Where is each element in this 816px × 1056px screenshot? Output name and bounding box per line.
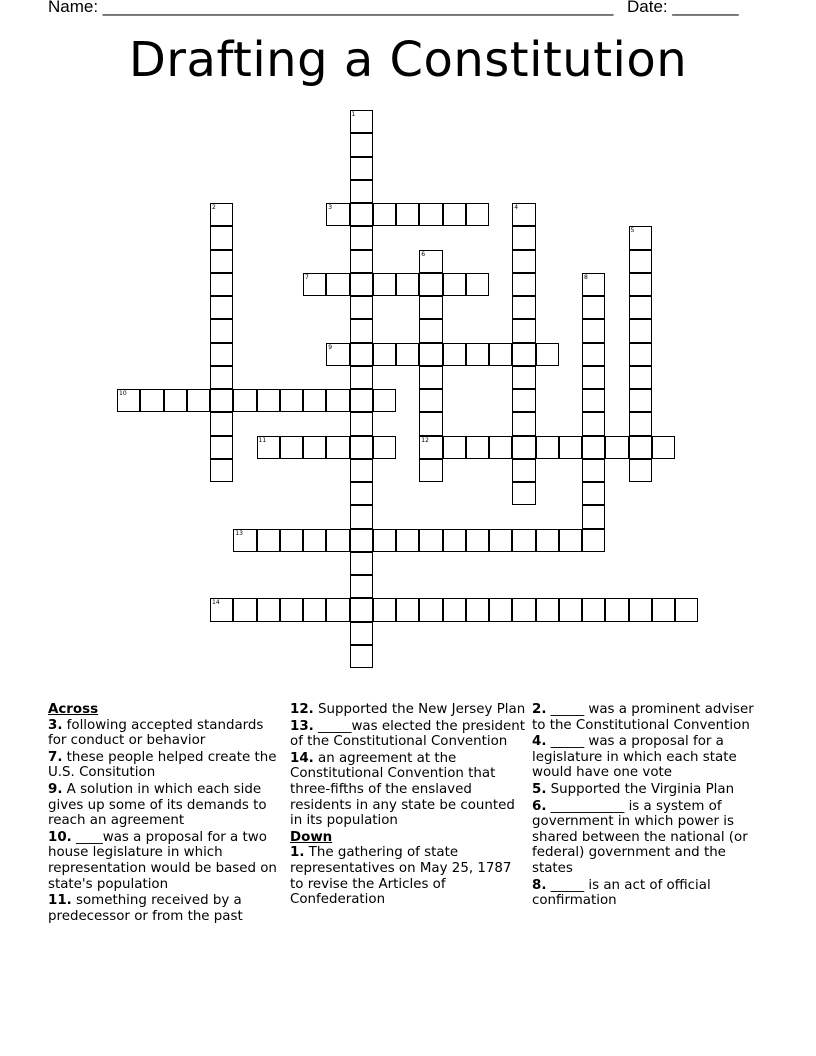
grid-cell[interactable] [512, 529, 535, 552]
clue-across-14: 14. an agreement at the Constitutional Convention that three-fifths of the enslaved residents in any state be counted in its population [290, 750, 515, 829]
grid-cell[interactable] [419, 273, 442, 296]
grid-cell[interactable] [350, 157, 373, 180]
grid-cell[interactable] [257, 436, 280, 459]
grid-cell[interactable] [419, 436, 442, 459]
grid-cell[interactable] [396, 203, 419, 226]
clue-number: 1 [351, 111, 356, 118]
clue-number: 7 [305, 273, 309, 281]
grid-cell[interactable] [326, 389, 349, 412]
grid-cell[interactable] [652, 598, 675, 621]
grid-cell[interactable] [419, 412, 442, 435]
grid-cell[interactable] [512, 203, 535, 226]
grid-cell[interactable] [233, 598, 256, 621]
grid-cell[interactable] [326, 273, 349, 296]
grid-cell[interactable] [326, 529, 349, 552]
grid-cell[interactable] [280, 389, 303, 412]
clue-number: 12 [421, 436, 429, 444]
grid-cell[interactable] [629, 226, 652, 249]
grid-cell[interactable] [303, 529, 326, 552]
grid-cell[interactable] [303, 273, 326, 296]
down-heading: Down [290, 829, 333, 845]
clue-number: 6 [421, 250, 426, 258]
clue-across-12: 12. Supported the New Jersey Plan [290, 702, 526, 717]
grid-cell[interactable] [582, 273, 605, 296]
grid-cell[interactable] [419, 366, 442, 389]
grid-cell[interactable] [280, 598, 303, 621]
grid-cell[interactable] [257, 389, 280, 412]
grid-cell[interactable] [489, 436, 512, 459]
grid-cell[interactable] [582, 459, 605, 482]
grid-cell[interactable] [559, 598, 582, 621]
grid-cell[interactable] [373, 529, 396, 552]
clue-number: 9 [328, 343, 333, 351]
grid-cell[interactable] [350, 273, 373, 296]
grid-cell[interactable] [536, 598, 559, 621]
clue-number: 10 [119, 390, 127, 397]
grid-cell[interactable] [350, 482, 373, 505]
grid-cell[interactable] [210, 436, 233, 459]
grid-cell[interactable] [443, 436, 466, 459]
date-field-label: Date: _______ [627, 0, 739, 16]
grid-cell[interactable] [210, 273, 233, 296]
grid-cell[interactable] [536, 343, 559, 366]
grid-cell[interactable] [210, 598, 233, 621]
grid-cell[interactable] [257, 529, 280, 552]
grid-cell[interactable] [350, 529, 373, 552]
grid-cell[interactable] [350, 389, 373, 412]
grid-cell[interactable] [373, 273, 396, 296]
grid-cell[interactable] [559, 436, 582, 459]
clue-number: 11 [258, 436, 267, 444]
grid-cell[interactable] [326, 203, 349, 226]
grid-cell[interactable] [443, 598, 466, 621]
grid-cell[interactable] [350, 366, 373, 389]
grid-cell[interactable] [373, 598, 396, 621]
grid-cell[interactable] [512, 296, 535, 319]
grid-cell[interactable] [466, 598, 489, 621]
clue-down-2: 2. _____ was a prominent adviser to the Constitutional Convention [532, 702, 754, 733]
grid-cell[interactable] [443, 203, 466, 226]
grid-cell[interactable] [443, 529, 466, 552]
grid-cell[interactable] [419, 343, 442, 366]
grid-cell[interactable] [419, 598, 442, 621]
grid-cell[interactable] [419, 250, 442, 273]
grid-cell[interactable] [582, 482, 605, 505]
grid-cell[interactable] [419, 459, 442, 482]
grid-cell[interactable] [280, 436, 303, 459]
grid-cell[interactable] [629, 459, 652, 482]
clue-across-3: 3. following accepted standards for conduct or behavior [48, 717, 264, 749]
grid-cell[interactable] [373, 343, 396, 366]
grid-cell[interactable] [443, 343, 466, 366]
clue-across-9: 9. A solution in which each side gives up some of its demands to reach an agreement [48, 781, 267, 829]
grid-cell[interactable] [582, 319, 605, 342]
grid-cell[interactable] [629, 389, 652, 412]
grid-cell[interactable] [582, 296, 605, 319]
grid-cell[interactable] [419, 203, 442, 226]
grid-cell[interactable] [396, 273, 419, 296]
grid-cell[interactable] [466, 529, 489, 552]
grid-cell[interactable] [210, 250, 233, 273]
grid-cell[interactable] [303, 598, 326, 621]
clue-across-11: 11. something received by a predecessor or from the past [48, 893, 243, 924]
grid-cell[interactable] [512, 436, 535, 459]
clue-number: 8 [584, 273, 588, 281]
grid-cell[interactable] [210, 366, 233, 389]
grid-cell[interactable] [350, 110, 373, 133]
grid-cell[interactable] [512, 226, 535, 249]
grid-cell[interactable] [373, 203, 396, 226]
grid-cell[interactable] [629, 436, 652, 459]
grid-cell[interactable] [512, 319, 535, 342]
grid-cell[interactable] [350, 622, 373, 645]
grid-cell[interactable] [582, 505, 605, 528]
clue-across-13: 13. _____was elected the president of the Constitutional Convention [290, 718, 526, 750]
grid-cell[interactable] [559, 529, 582, 552]
grid-cell[interactable] [512, 412, 535, 435]
grid-cell[interactable] [210, 319, 233, 342]
grid-cell[interactable] [629, 598, 652, 621]
name-field-label: Name: ______________________________________________________ [48, 0, 614, 16]
grid-cell[interactable] [512, 389, 535, 412]
grid-cell[interactable] [350, 412, 373, 435]
clue-number: 14 [212, 599, 220, 607]
grid-cell[interactable] [489, 529, 512, 552]
grid-cell[interactable] [164, 389, 187, 412]
grid-cell[interactable] [350, 250, 373, 273]
grid-cell[interactable] [210, 389, 233, 412]
page-title: Drafting a Constitution [128, 32, 688, 88]
grid-cell[interactable] [373, 436, 396, 459]
grid-cell[interactable] [326, 343, 349, 366]
grid-cell[interactable] [629, 343, 652, 366]
clue-number: 13 [235, 529, 243, 537]
clue-number: 3 [328, 204, 333, 211]
grid-cell[interactable] [350, 645, 373, 668]
grid-cell[interactable] [512, 273, 535, 296]
grid-cell[interactable] [536, 529, 559, 552]
clue-across-10: 10. ____was a proposal for a two house legislature in which representation would be based on state's population [48, 829, 277, 892]
grid-cell[interactable] [466, 273, 489, 296]
clue-down-5: 5. Supported the Virginia Plan [532, 781, 735, 797]
clues-column-2 [290, 702, 526, 909]
grid-cell[interactable] [466, 203, 489, 226]
grid-cell[interactable] [210, 343, 233, 366]
grid-cell[interactable] [582, 412, 605, 435]
grid-cell[interactable] [419, 389, 442, 412]
grid-cell[interactable] [210, 226, 233, 249]
grid-cell[interactable] [582, 366, 605, 389]
grid-cell[interactable] [350, 133, 373, 156]
grid-cell[interactable] [629, 319, 652, 342]
grid-cell[interactable] [210, 203, 233, 226]
grid-cell[interactable] [419, 319, 442, 342]
grid-cell[interactable] [512, 366, 535, 389]
grid-cell[interactable] [396, 529, 419, 552]
grid-cell[interactable] [233, 529, 256, 552]
grid-cell[interactable] [350, 459, 373, 482]
grid-cell[interactable] [210, 412, 233, 435]
grid-cell[interactable] [629, 412, 652, 435]
grid-cell[interactable] [396, 598, 419, 621]
clue-down-4: 4. _____ was a proposal for a legislature in which each state would have one vote [532, 734, 737, 781]
grid-cell[interactable] [350, 203, 373, 226]
grid-cell[interactable] [280, 529, 303, 552]
grid-cell[interactable] [326, 436, 349, 459]
grid-cell[interactable] [350, 505, 373, 528]
clue-across-7: 7. these people helped create the U.S. Consitution [48, 749, 277, 781]
clues-column-1 [48, 702, 284, 925]
grid-cell[interactable] [350, 598, 373, 621]
clue-down-1: 1. The gathering of state representatives on May 25, 1787 to revise the Articles of Confederation [290, 845, 512, 908]
grid-cell[interactable] [350, 319, 373, 342]
grid-cell[interactable] [489, 598, 512, 621]
grid-cell[interactable] [536, 436, 559, 459]
grid-cell[interactable] [373, 389, 396, 412]
grid-cell[interactable] [605, 436, 628, 459]
grid-cell[interactable] [396, 343, 419, 366]
grid-cell[interactable] [443, 273, 466, 296]
grid-cell[interactable] [350, 552, 373, 575]
grid-cell[interactable] [350, 343, 373, 366]
grid-cell[interactable] [582, 343, 605, 366]
clues-column-3 [532, 702, 768, 910]
grid-cell[interactable] [629, 273, 652, 296]
grid-cell[interactable] [419, 296, 442, 319]
grid-cell[interactable] [326, 598, 349, 621]
grid-cell[interactable] [512, 482, 535, 505]
across-heading: Across [48, 702, 99, 717]
grid-cell[interactable] [350, 575, 373, 598]
grid-cell[interactable] [350, 226, 373, 249]
grid-cell[interactable] [187, 389, 210, 412]
clue-number: 4 [514, 204, 519, 211]
grid-cell[interactable] [582, 598, 605, 621]
grid-cell[interactable] [210, 459, 233, 482]
grid-cell[interactable] [512, 459, 535, 482]
grid-cell[interactable] [582, 389, 605, 412]
grid-cell[interactable] [257, 598, 280, 621]
grid-cell[interactable] [512, 250, 535, 273]
grid-cell[interactable] [629, 250, 652, 273]
clue-number: 5 [630, 227, 635, 235]
grid-cell[interactable] [466, 343, 489, 366]
grid-cell[interactable] [489, 343, 512, 366]
grid-cell[interactable] [582, 436, 605, 459]
grid-cell[interactable] [303, 436, 326, 459]
grid-cell[interactable] [350, 436, 373, 459]
grid-cell[interactable] [140, 389, 163, 412]
grid-cell[interactable] [512, 598, 535, 621]
grid-cell[interactable] [419, 529, 442, 552]
grid-cell[interactable] [303, 389, 326, 412]
grid-cell[interactable] [675, 598, 698, 621]
clue-number: 2 [212, 204, 216, 211]
grid-cell[interactable] [117, 389, 140, 412]
grid-cell[interactable] [350, 180, 373, 203]
grid-cell[interactable] [233, 389, 256, 412]
clue-down-8: 8. _____ is an act of official confirmation [532, 877, 711, 909]
grid-cell[interactable] [350, 296, 373, 319]
grid-cell[interactable] [605, 598, 628, 621]
grid-cell[interactable] [210, 296, 233, 319]
grid-cell[interactable] [512, 343, 535, 366]
grid-cell[interactable] [629, 366, 652, 389]
grid-cell[interactable] [652, 436, 675, 459]
clue-down-6: 6. ___________ is a system of government in which power is shared between the national (or federal) government and the states [532, 798, 748, 876]
grid-cell[interactable] [582, 529, 605, 552]
grid-cell[interactable] [466, 436, 489, 459]
grid-cell[interactable] [629, 296, 652, 319]
